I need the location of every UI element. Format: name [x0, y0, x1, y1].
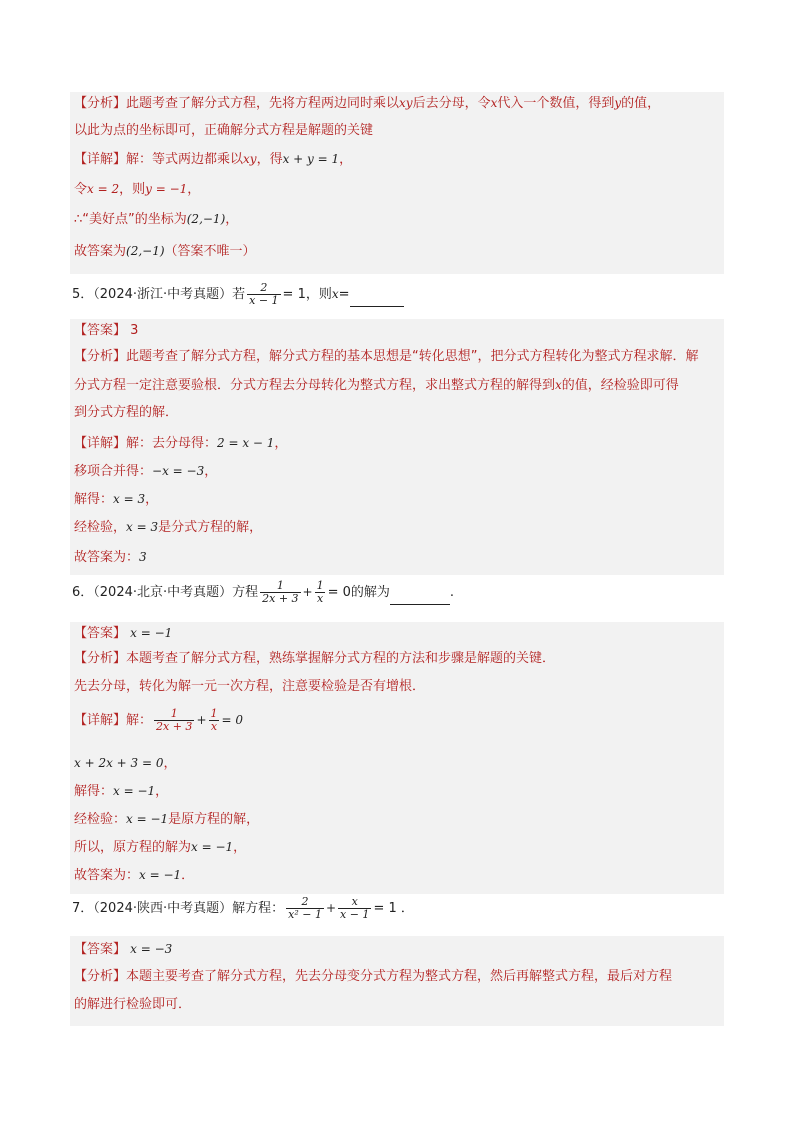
- analysis-line: 【分析】本题考查了解分式方程，熟练掌握解分式方程的方法和步骤是解题的关键．: [74, 651, 556, 666]
- detail-line: 【详解】解： $\frac{1}{2x + 3}$ + $\frac{1}{x}$ = 0: [74, 707, 244, 733]
- detail-line: 经检验，x = 3是分式方程的解，: [74, 520, 263, 535]
- question-6: 6．（2024·北京·中考真题）方程 $\frac{1}{2x + 3}$ + $\frac{1}{x}$ = 0的解为 .: [72, 579, 455, 605]
- detail-line: 故答案为：x = −1．: [74, 868, 195, 883]
- detail-line: 【详解】解：去分母得：2 = x − 1，: [74, 436, 288, 451]
- question-5: 5．（2024·浙江·中考真题）若 $\frac{2}{x - 1}$ = 1，则x=: [72, 282, 404, 307]
- analysis-line: 【分析】本题主要考查了解分式方程，先去分母变分式方程为整式方程，然后再解整式方程，最后对方程: [74, 969, 673, 984]
- answer-line: 【答案】 x = −1: [74, 626, 173, 641]
- answer-line: 【答案】 x = −3: [74, 942, 173, 957]
- analysis-line: 以此为点的坐标即可，正确解分式方程是解题的关键: [74, 123, 374, 138]
- detail-line: 解得：x = 3，: [74, 492, 159, 507]
- detail-line: 故答案为(2,−1)（答案不唯一）: [74, 244, 256, 259]
- question-7: 7．（2024·陕西·中考真题）解方程： $\frac{2}{\text{x² − 1}}$ + $\frac{x}{x - 1}$ = 1 ．: [72, 895, 414, 921]
- detail-line: ∴“美好点”的坐标为(2,−1)，: [74, 212, 239, 227]
- detail-line: 所以，原方程的解为x = −1，: [74, 840, 247, 855]
- detail-line: 经检验：x = −1是原方程的解，: [74, 812, 260, 827]
- analysis-line: 分式方程一定注意要验根．分式方程去分母转化为整式方程，求出整式方程的解得到x的值，经检验即可得: [74, 378, 679, 393]
- detail-line: 令x = 2，则y = −1，: [74, 182, 201, 197]
- detail-line: 解得：x = −1，: [74, 784, 169, 799]
- analysis-line: 【分析】此题考查了解分式方程，先将方程两边同时乘以xy后去分母，令x代入一个数值，得到y的值，: [74, 96, 661, 111]
- analysis-line: 到分式方程的解．: [74, 405, 179, 420]
- detail-line: x + 2x + 3 = 0，: [74, 756, 177, 771]
- detail-line: 故答案为：3: [74, 550, 147, 565]
- analysis-line: 先去分母，转化为解一元一次方程，注意要检验是否有增根．: [74, 679, 426, 694]
- answer-line: 【答案】 3: [74, 323, 139, 338]
- analysis-line: 的解进行检验即可．: [74, 997, 192, 1012]
- detail-line: 移项合并得：−x = −3，: [74, 464, 218, 479]
- detail-line: 【详解】解：等式两边都乘以xy，得x + y = 1，: [74, 152, 353, 167]
- analysis-line: 【分析】此题考查了解分式方程，解分式方程的基本思想是“转化思想”，把分式方程转化为整式方程求解．解: [74, 349, 699, 364]
